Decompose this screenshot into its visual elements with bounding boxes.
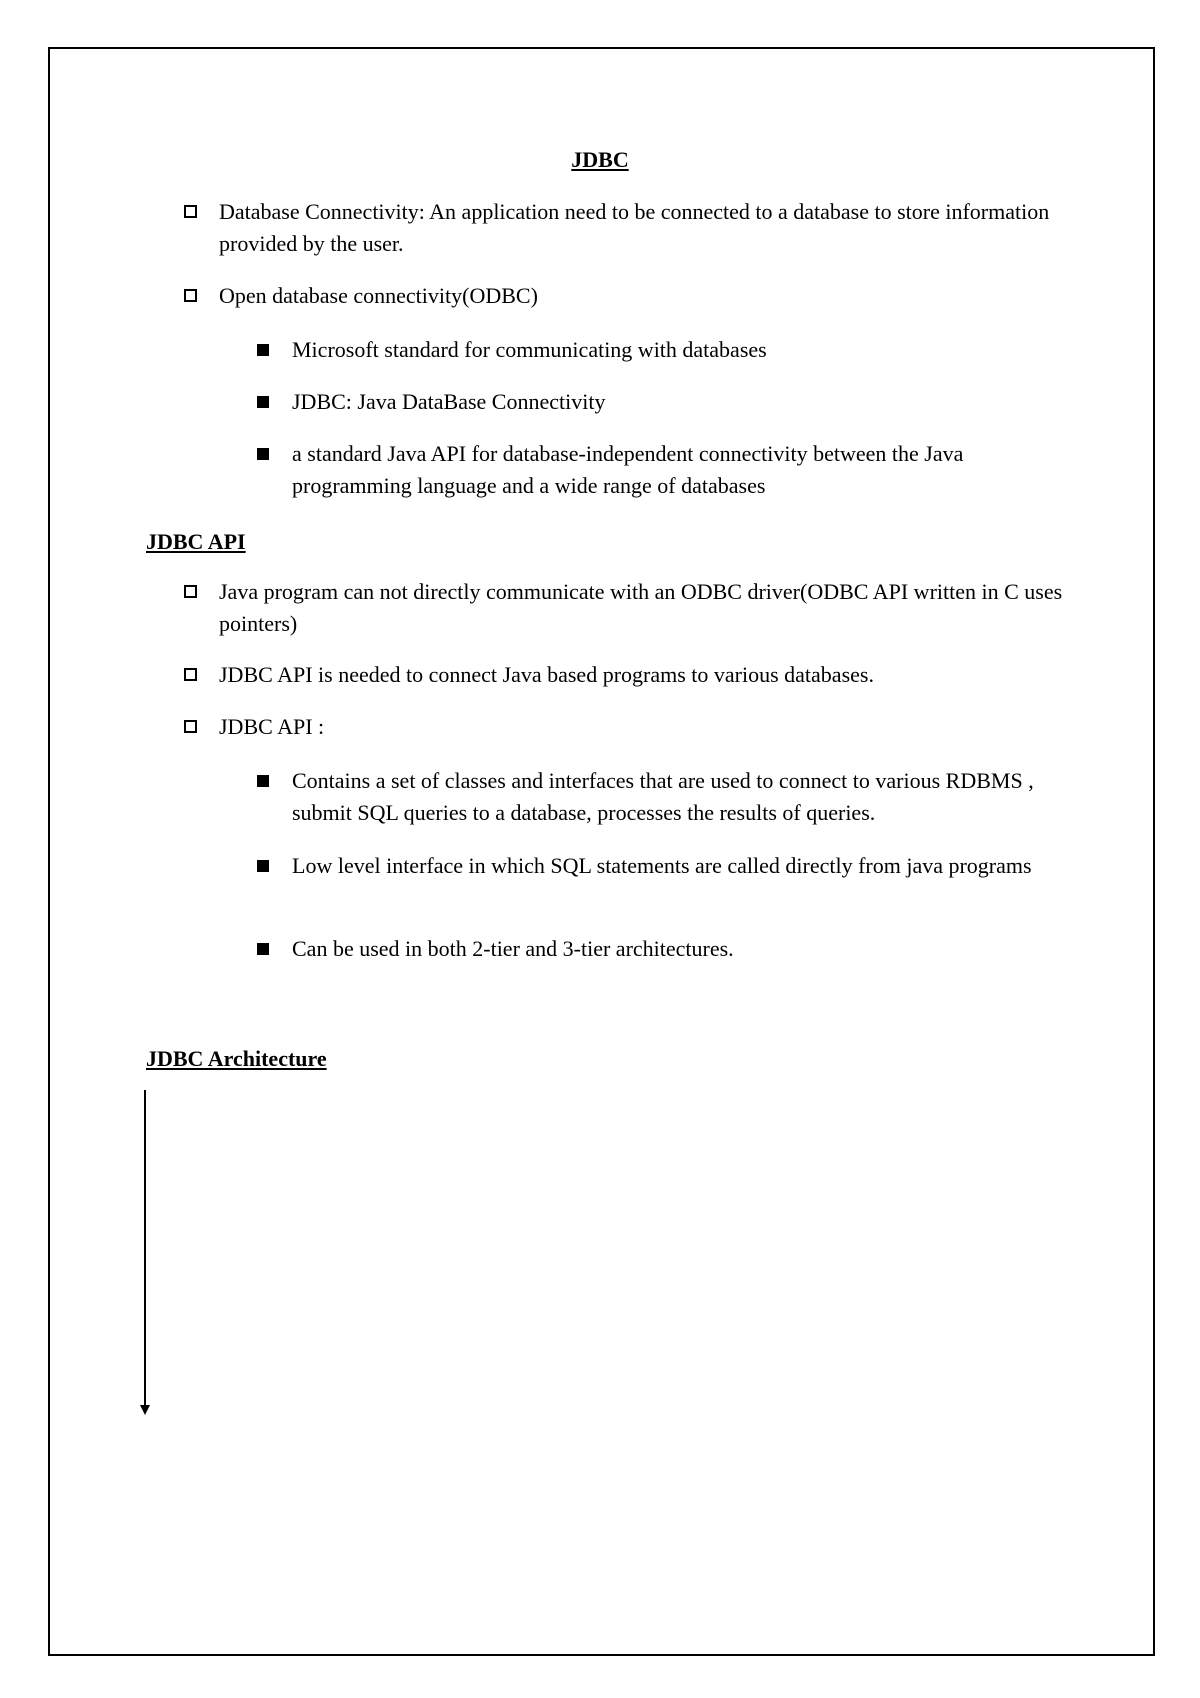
list-item-odbc (184, 280, 1064, 312)
section-heading-jdbc-api: JDBC API (146, 529, 246, 554)
filled-square-bullet-icon (257, 344, 269, 356)
list-item-text: Java program can not directly communicate with an ODBC driver(ODBC API written in C uses pointers) (219, 579, 1063, 636)
filled-square-bullet-icon (257, 448, 269, 460)
sub-item-text: Contains a set of classes and interfaces that are used to connect to various RDBMS , submit SQL queries to a database, processes the results of queries. (292, 768, 1034, 825)
sub-item-microsoft-standard (257, 334, 1077, 366)
hollow-square-bullet-icon (184, 668, 197, 681)
page-title: JDBC (571, 147, 629, 172)
list-item-java-odbc-limitation (184, 576, 1064, 640)
sub-item-text: a standard Java API for database-independent connectivity between the Java programming language and a wide range of databases (292, 441, 964, 498)
list-item-text: Open database connectivity(ODBC) (219, 283, 538, 308)
sub-item-java-api-standard (257, 438, 1077, 502)
sub-item-text: Microsoft standard for communicating with databases (292, 337, 767, 362)
arrow-down-icon (140, 1405, 150, 1415)
section-heading-jdbc-architecture: JDBC Architecture (146, 1046, 327, 1071)
list-item-text: JDBC API is needed to connect Java based programs to various databases. (219, 662, 874, 687)
list-item-jdbc-api-needed (184, 659, 1064, 691)
hollow-square-bullet-icon (184, 720, 197, 733)
filled-square-bullet-icon (257, 775, 269, 787)
sub-item-tier-architectures (257, 933, 1077, 965)
list-item-text: Database Connectivity: An application need to be connected to a database to store information provided by the user. (219, 199, 1050, 256)
sub-item-text: JDBC: Java DataBase Connectivity (292, 389, 606, 414)
hollow-square-bullet-icon (184, 205, 197, 218)
hollow-square-bullet-icon (184, 289, 197, 302)
sub-item-text: Can be used in both 2-tier and 3-tier architectures. (292, 936, 734, 961)
sub-item-text: Low level interface in which SQL statements are called directly from java programs (292, 853, 1032, 878)
sub-item-jdbc-definition (257, 386, 1077, 418)
list-item-text: JDBC API : (219, 714, 325, 739)
filled-square-bullet-icon (257, 860, 269, 872)
list-item-jdbc-api (184, 711, 1064, 743)
architecture-arrow-line (144, 1090, 146, 1408)
sub-item-classes-interfaces (257, 765, 1077, 829)
filled-square-bullet-icon (257, 396, 269, 408)
filled-square-bullet-icon (257, 943, 269, 955)
sub-item-low-level-interface (257, 850, 1077, 882)
hollow-square-bullet-icon (184, 585, 197, 598)
list-item-database-connectivity (184, 196, 1064, 260)
